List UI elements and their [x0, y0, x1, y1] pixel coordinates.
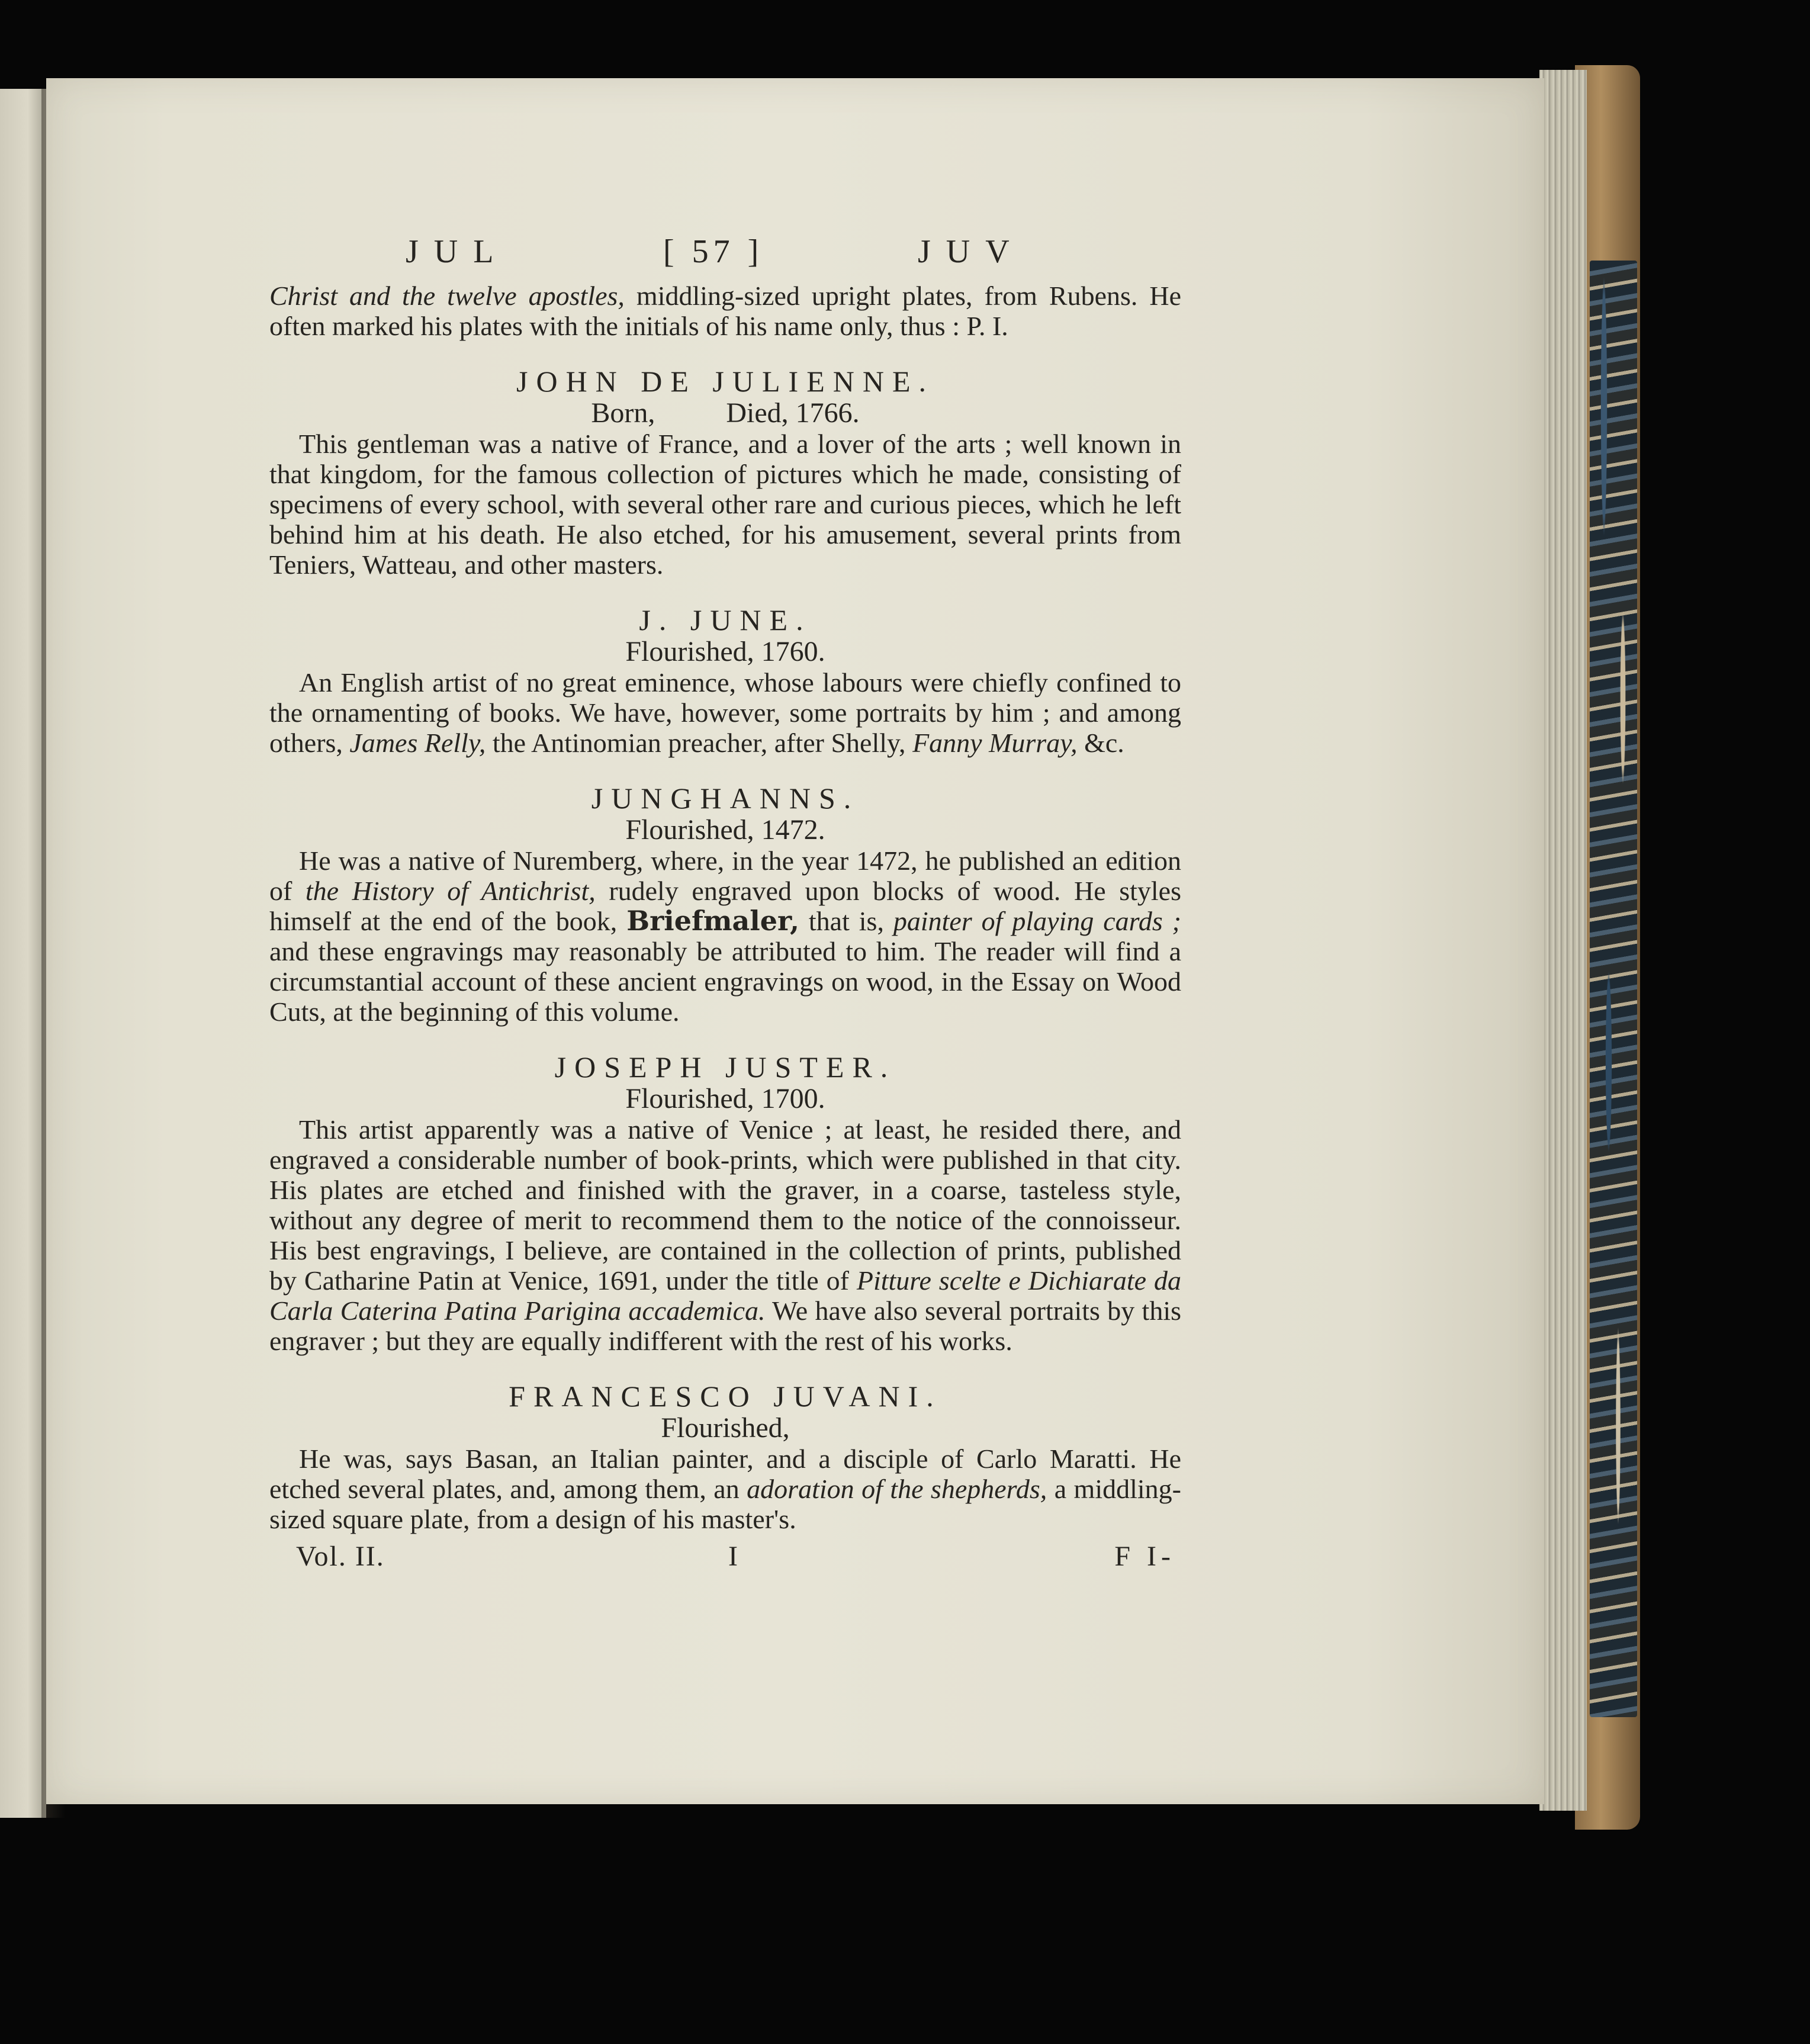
page-footer — [269, 1541, 1181, 1577]
entry-text: This artist apparently was a native of Venice ; at least, he resided there, and engraved a considerable number of book-prints, which were published in that city. His plates are etched and finished with the graver, in a coarse, tasteless style, without any degree of merit to recommend them to the notice of the connoisseur. His best engravings, I believe, are contained in the collection of prints, published by Catharine Patin at Venice, 1691, under the title of Pitture scelte e Dichiarate da Carla Caterina Patina Parigina accademica. We have also several portraits by this engraver ; but they are equally indifferent with the rest of his works. — [269, 1114, 1182, 1356]
running-head — [269, 233, 1181, 281]
entry-name: J. JUNE. — [639, 603, 812, 637]
page-text — [269, 233, 1182, 1577]
entry-text: He was, says Basan, an Italian painter, and a disciple of Carlo Maratti. He etched several plates, and, among them, an adoration of the shepherds, a middling-sized square plate, from a design of his master's. — [269, 1444, 1181, 1534]
running-head-left: JUL — [406, 233, 509, 270]
entry-dates: Flourished, — [661, 1412, 790, 1444]
entry-dates: Flourished, 1760. — [625, 636, 825, 667]
signature-mark: I — [728, 1541, 738, 1572]
page-block-edges — [1539, 70, 1587, 1811]
entry-name: JOHN DE JULIENNE. — [516, 365, 934, 398]
entry-text: This gentleman was a native of France, and a lover of the arts ; well known in that kingdom, for the famous collection of pictures which he made, consisting of specimens of every school, with several other rare and curious pieces, which he left behind him at his death. He also etched, for his amusement, several prints from Teniers, Watteau, and other masters. — [269, 429, 1181, 580]
entry-dates: Flourished, 1472. — [625, 814, 825, 846]
marbled-cover — [1590, 261, 1637, 1717]
left-page-edge — [0, 89, 46, 1818]
entry-dates: Flourished, 1700. — [625, 1083, 825, 1114]
catchword: F I- — [1114, 1541, 1175, 1572]
entry-dates: Born, Died, 1766. — [591, 397, 860, 429]
entry-name: JUNGHANNS. — [591, 782, 860, 815]
entry-name: FRANCESCO JUVANI. — [509, 1380, 942, 1413]
italic-title: Christ and the twelve apostles, — [269, 281, 625, 311]
page-number: [ 57 ] — [663, 233, 764, 270]
entry-text: He was a native of Nuremberg, where, in the year 1472, he published an edition of the History of Antichrist, rudely engraved upon blocks of wood. He styles himself at the end of the book, Briefmaler, that is, painter of playing cards ; and these engravings may reasonably be attributed to him. The reader will find a circumstantial account of these ancient engravings on wood, in the Essay on Wood Cuts, at the beginning of this volume. — [269, 846, 1181, 1027]
volume-label: Vol. II. — [296, 1541, 385, 1572]
continuation-paragraph: Christ and the twelve apostles, middling-sized upright plates, from Rubens. He often marked his plates with the initials of his name only, thus : P. I. — [269, 281, 1181, 341]
entry-name: JOSEPH JUSTER. — [554, 1050, 896, 1084]
running-head-right: JUV — [918, 233, 1025, 270]
blackletter-word: Briefmaler, — [626, 905, 799, 937]
entry-text: An English artist of no great eminence, whose labours were chiefly confined to the ornamenting of books. We have, however, some portraits by him ; and among others, James Relly, the Antinomian preacher, after Shelly, Fanny Murray, &c. — [269, 667, 1181, 758]
